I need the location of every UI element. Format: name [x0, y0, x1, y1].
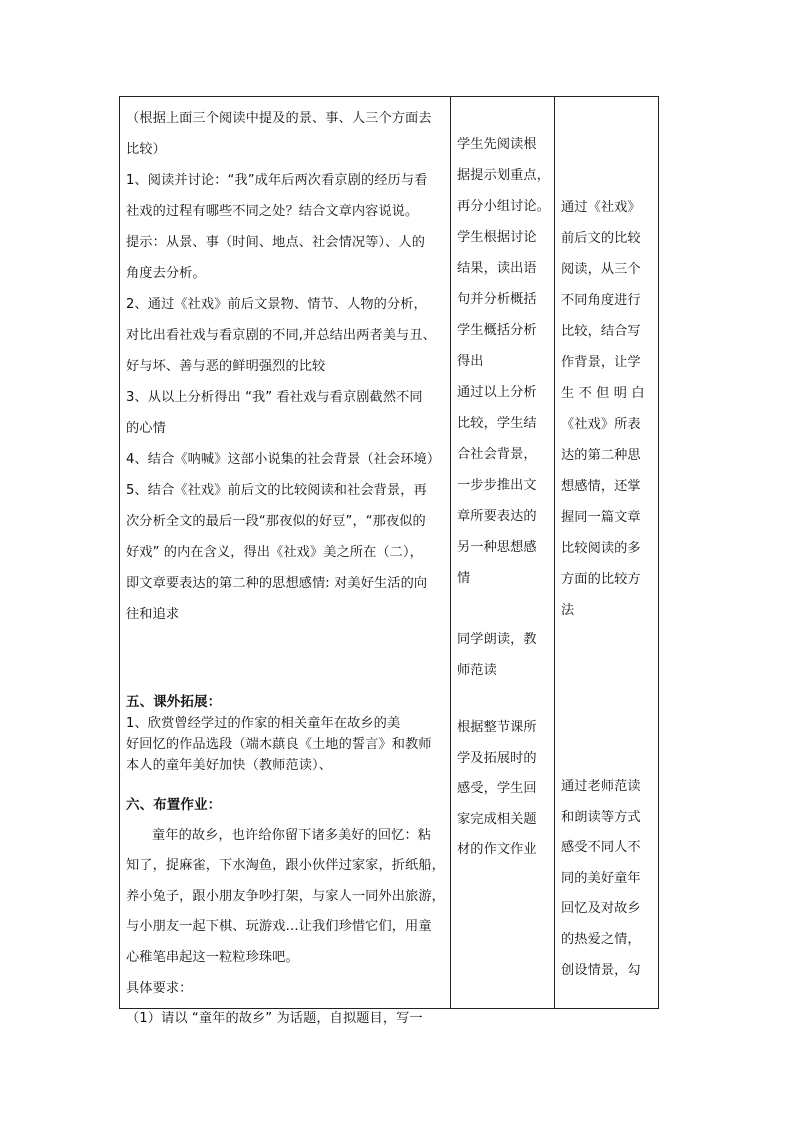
text-line: 知了，捉麻雀，下水淘鱼，跟小伙伴过家家，折纸船， [126, 858, 445, 874]
text-line: 和朗读等方式 [561, 809, 641, 825]
text-line: 好回忆的作品选段（端木蕻良《土地的誓言》和教师 [126, 737, 432, 752]
text-line: （根据上面三个阅读中提及的景、事、人三个方面去 [126, 111, 432, 126]
text-line: 社戏的过程有哪些不同之处？结合文章内容说说。 [126, 204, 419, 219]
text-line: 师范读 [457, 663, 497, 678]
text-line: 比较，学生结 [457, 416, 537, 431]
student-activity-cell [451, 97, 555, 1009]
text-line: 结果，读出语 [457, 261, 537, 276]
text-line: 前后文的比较 [561, 231, 641, 246]
text-line: 2、通过《社戏》前后文景物、情节、人物的分析， [126, 297, 427, 312]
text-line: 感受不同人不 [561, 840, 641, 856]
text-line: 得出 [457, 354, 484, 369]
text-line: 4、结合《呐喊》这部小说集的社会背景（社会环境） [126, 452, 441, 467]
text-line: 回忆及对故乡 [561, 901, 641, 917]
text-line: 法 [561, 603, 575, 618]
text-line: 阅读，从三个 [561, 262, 641, 277]
text-line: 想感情，还掌 [561, 479, 641, 494]
text-line: 1、阅读并讨论：“我”成年后两次看京剧的经历与看 [126, 173, 428, 188]
text-line: 学生概括分析 [457, 323, 537, 338]
text-line: 养小兔子，跟小朋友争吵打架，与家人一同外出旅游， [126, 888, 445, 904]
student-activity-reading [457, 129, 551, 594]
text-line: 往和追求 [126, 607, 180, 622]
text-line: 通过《社戏》 [561, 200, 641, 215]
text-line: 学生根据讨论 [457, 230, 537, 245]
section-5-title: 五、课外拓展： [126, 694, 222, 710]
text-line: 握同一篇文章 [561, 510, 641, 525]
text-line: 3、从以上分析得出 “我” 看社戏与看京剧截然不同 [126, 390, 423, 405]
text-line: 家完成相关题 [457, 811, 537, 827]
text-line: 《社戏》所表 [561, 417, 641, 432]
text-line: 生 不 但 明 白 [561, 386, 645, 401]
text-line: 同学朗读，教 [457, 632, 537, 647]
text-line: 创设情景，勾 [561, 962, 641, 978]
lesson-plan-table [119, 96, 659, 1027]
design-intent-homework [561, 772, 652, 986]
text-line: 5、结合《社戏》前后文的比较阅读和社会背景，再 [126, 483, 427, 498]
text-line: 角度去分析。 [126, 266, 206, 281]
text-line: 即文章要表达的第二种的思想感情: 对美好生活的向 [126, 576, 428, 591]
text-line: 感受，学生回 [457, 781, 537, 797]
text-line: 方面的比较方 [561, 572, 641, 587]
text-line: 比较阅读的多 [561, 541, 641, 556]
table-row [120, 97, 659, 1009]
text-line: 据提示划重点， [457, 168, 551, 183]
text-line: 比较，结合写 [561, 324, 641, 339]
text-line: 心稚笔串起这一粒粒珍珠吧。 [126, 949, 299, 965]
homework-text [126, 851, 444, 1035]
text-line: 的心情 [126, 421, 166, 436]
text-line: 的热爱之情， [561, 931, 641, 947]
teaching-content-cell [120, 97, 451, 1027]
homework-intro: 童年的故乡，也许给你留下诸多美好的回忆：粘 [152, 827, 432, 843]
text-line: 对比出看社戏与看京剧的不同,并总结出两者美与丑、 [126, 328, 436, 343]
text-line: 句并分析概括 [457, 292, 537, 307]
text-line: 学及拓展时的 [457, 750, 537, 766]
text-line: 材的作文作业 [457, 842, 537, 858]
text-line: 情 [457, 571, 471, 586]
text-line: 提示：从景、事（时间、地点、社会情况等）、人的 [126, 235, 426, 250]
text-line: 一步步推出文 [457, 478, 537, 493]
text-line: 好与坏、善与恶的鲜明强烈的比较 [126, 359, 326, 374]
text-line: 1、欣赏曾经学过的作家的相关童年在故乡的美 [126, 716, 401, 731]
student-activity-reading-aloud [457, 624, 548, 686]
text-line: 具体要求： [126, 980, 193, 996]
text-line: 学生先阅读根 [457, 137, 537, 152]
design-intent-comparison [561, 192, 652, 626]
text-line: 与小朋友一起下棋、玩游戏…让我们珍惜它们，用童 [126, 919, 432, 935]
text-line: 本人的童年美好加快（教师范读）、 [126, 758, 332, 773]
reading-comparison-steps [126, 103, 444, 630]
text-line: 达的第二种思 [561, 448, 641, 463]
text-line: 通过以上分析 [457, 385, 537, 400]
text-line: 作背景，让学 [561, 355, 641, 370]
text-line: 次分析全文的最后一段“那夜似的好豆”，“那夜似的 [126, 514, 426, 529]
design-intent-cell [555, 97, 659, 1009]
text-line: 章所要表达的 [457, 509, 537, 524]
text-line: 另一种思想感 [457, 540, 537, 555]
text-line: 好戏” 的内在含义，得出《社戏》美之所在（二）， [126, 545, 423, 560]
section-6-title: 六、布置作业： [126, 797, 222, 813]
text-line: 通过老师范读 [561, 779, 641, 794]
text-line: 不同角度进行 [561, 293, 641, 308]
extension-activity-text [126, 713, 444, 776]
text-line: 同的美好童年 [561, 870, 641, 886]
text-line: 比较） [126, 142, 166, 157]
text-line: 合社会背景， [457, 447, 537, 462]
text-line: 再分小组讨论。 [457, 199, 551, 214]
text-line: 根据整节课所 [457, 720, 537, 735]
text-line: （1）请以 “童年的故乡” 为话题，自拟题目，写一 [126, 1011, 423, 1027]
student-activity-homework [457, 713, 548, 866]
